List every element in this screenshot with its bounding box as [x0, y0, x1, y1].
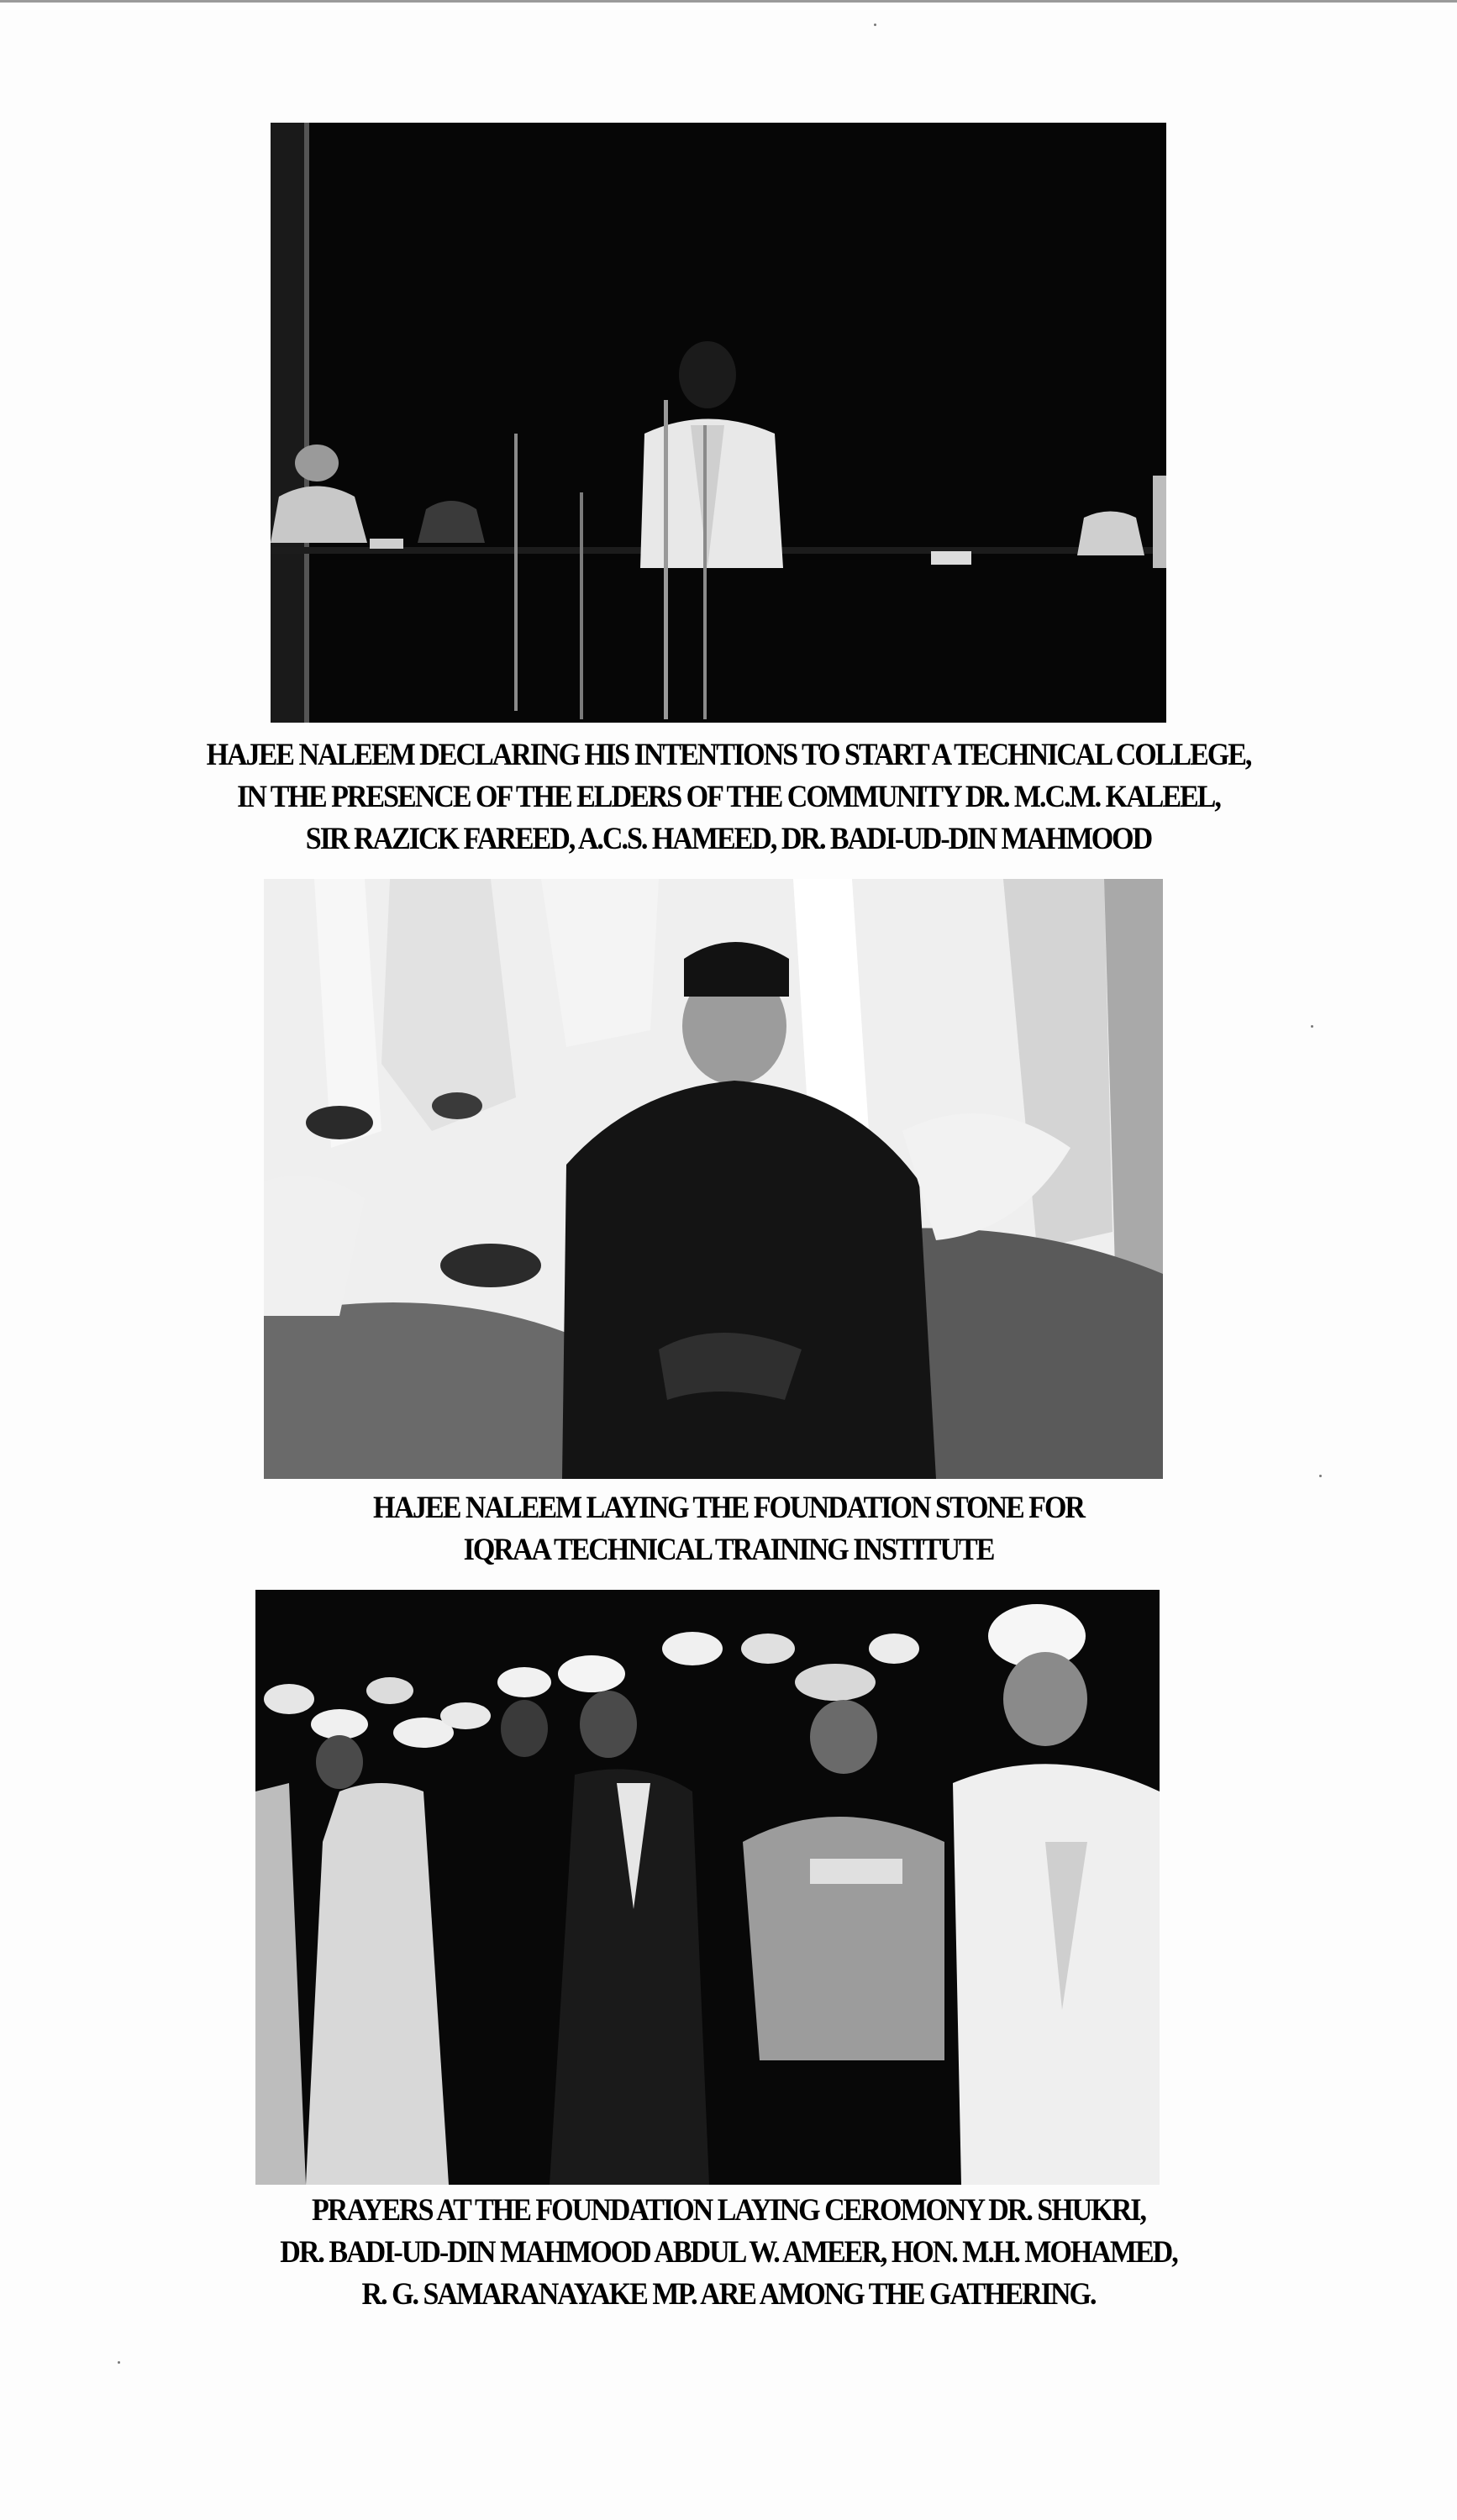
photo-speaker-at-podium [271, 123, 1166, 723]
caption-line: SIR RAZICK FAREED, A.C.S. HAMEED, DR. BADI-UD-DIN MAHMOOD [305, 822, 1152, 856]
scan-speck [874, 24, 876, 26]
caption-prayers-at-ceremony [105, 2190, 1353, 2316]
caption-line: HAJEE NALEEM DECLARING HIS INTENTIONS TO START A TECHNICAL COLLEGE, [206, 738, 1251, 772]
scan-speck [1319, 1475, 1322, 1477]
caption-line: HAJEE NALEEM LAYING THE FOUNDATION STONE FOR [373, 1491, 1084, 1525]
caption-line: PRAYERS AT THE FOUNDATION LAYING CEROMONY DR. SHUKRI, [312, 2193, 1145, 2228]
caption-laying-foundation-stone [105, 1487, 1353, 1571]
scan-speck [118, 2361, 120, 2364]
caption-speaker-at-podium [105, 734, 1353, 860]
photo-prayers-at-ceremony [255, 1590, 1160, 2185]
caption-line: IQRAA TECHNICAL TRAINING INSTITUTE [463, 1533, 994, 1567]
top-border-rule [0, 0, 1457, 3]
caption-line: R. G. SAMARANAYAKE MP. ARE AMONG THE GATHERING. [361, 2277, 1096, 2312]
caption-line: DR. BADI-UD-DIN MAHMOOD ABDUL W. AMEER, HON. M.H. MOHAMED, [280, 2235, 1177, 2270]
caption-line: IN THE PRESENCE OF THE ELDERS OF THE COMMUNITY DR. M.C.M. KALEEL, [237, 780, 1220, 814]
photo-laying-foundation-stone [264, 879, 1163, 1479]
scan-speck [1311, 1025, 1313, 1028]
